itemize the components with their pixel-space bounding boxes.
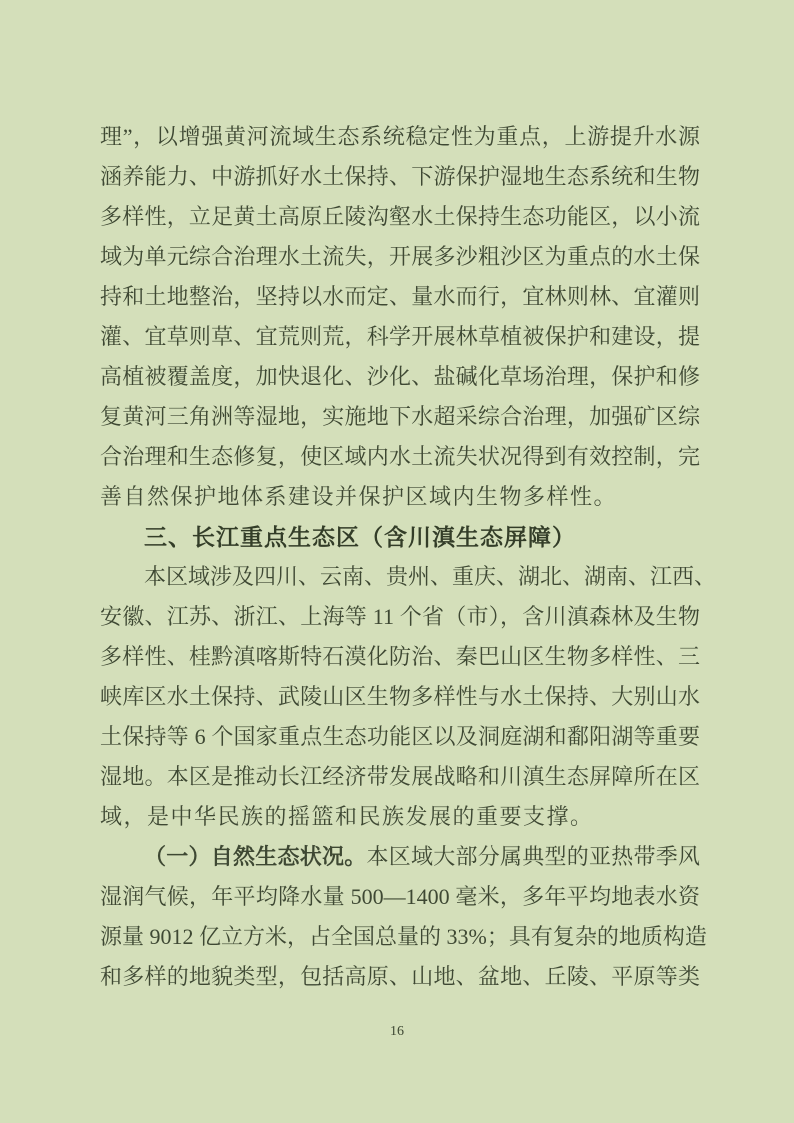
text-segment: 理”，以增强黄河流域生态系统稳定性为重点，上游提升水源 [100,124,700,149]
text-segment: 高植被覆盖度，加快退化、沙化、盐碱化草场治理，保护和修 [100,364,700,389]
text-segment: 合治理和生态修复，使区域内水土流失状况得到有效控制，完 [100,444,700,469]
text-line [100,957,700,997]
paragraph-natural-ecology [100,837,707,997]
text-segment: 源量 9012 亿立方米，占全国总量的 33%；具有复杂的地质构造 [100,924,707,949]
text-line [100,757,700,797]
text-line [100,357,700,397]
text-line [100,597,700,637]
text-line [100,837,700,877]
text-segment: 善自然保护地体系建设并保护区域内生物多样性。 [100,484,618,509]
text-segment: 复黄河三角洲等湿地，实施地下水超采综合治理，加强矿区综 [100,404,700,429]
text-segment: 峡库区水土保持、武陵山区生物多样性与水土保持、大别山水 [100,684,700,709]
text-line [100,197,700,237]
text-line [100,677,700,717]
text-line [100,717,700,757]
text-line [100,877,700,917]
page-number: 16 [390,1024,404,1039]
text-line [100,477,700,517]
text-segment: 多样性，立足黄土高原丘陵沟壑水土保持生态功能区，以小流 [100,204,700,229]
text-line [100,117,700,157]
text-segment: 湿地。本区是推动长江经济带发展战略和川滇生态屏障所在区 [100,764,700,789]
text-line [100,637,700,677]
section-heading: 三、长江重点生态区（含川滇生态屏障） [144,524,576,550]
paragraph-yellow-river-continuation [100,117,700,517]
text-line [100,917,707,957]
text-segment: 土保持等 6 个国家重点生态功能区以及洞庭湖和鄱阳湖等重要 [100,724,700,749]
text-line [100,557,717,597]
text-segment: 多样性、桂黔滇喀斯特石漠化防治、秦巴山区生物多样性、三 [100,644,700,669]
text-line [100,237,700,277]
text-segment: 域，是中华民族的摇篮和民族发展的重要支撑。 [100,804,594,829]
text-line [100,797,700,837]
text-segment: 本区域涉及四川、云南、贵州、重庆、湖北、湖南、江西、 [144,564,717,589]
text-line [100,277,700,317]
text-line [100,397,700,437]
text-segment: 本区域大部分属典型的亚热带季风 [366,844,700,869]
paragraph-yangtze-overview [100,557,717,837]
text-segment: 湿润气候，年平均降水量 500—1400 毫米，多年平均地表水资 [100,884,700,909]
text-segment: 安徽、江苏、浙江、上海等 11 个省（市），含川滇森林及生物 [100,604,700,629]
bold-text-segment: （一）自然生态状况。 [144,844,367,869]
text-segment: 持和土地整治，坚持以水而定、量水而行，宜林则林、宜灌则 [100,284,700,309]
text-segment: 域为单元综合治理水土流失，开展多沙粗沙区为重点的水土保 [100,244,700,269]
text-line [100,157,700,197]
page-content [100,117,717,997]
text-segment: 灌、宜草则草、宜荒则荒，科学开展林草植被保护和建设，提 [100,324,700,349]
text-line [100,317,700,357]
text-segment: 涵养能力、中游抓好水土保持、下游保护湿地生态系统和生物 [100,164,700,189]
text-segment: 和多样的地貌类型，包括高原、山地、盆地、丘陵、平原等类 [100,964,700,989]
text-line [100,437,700,477]
